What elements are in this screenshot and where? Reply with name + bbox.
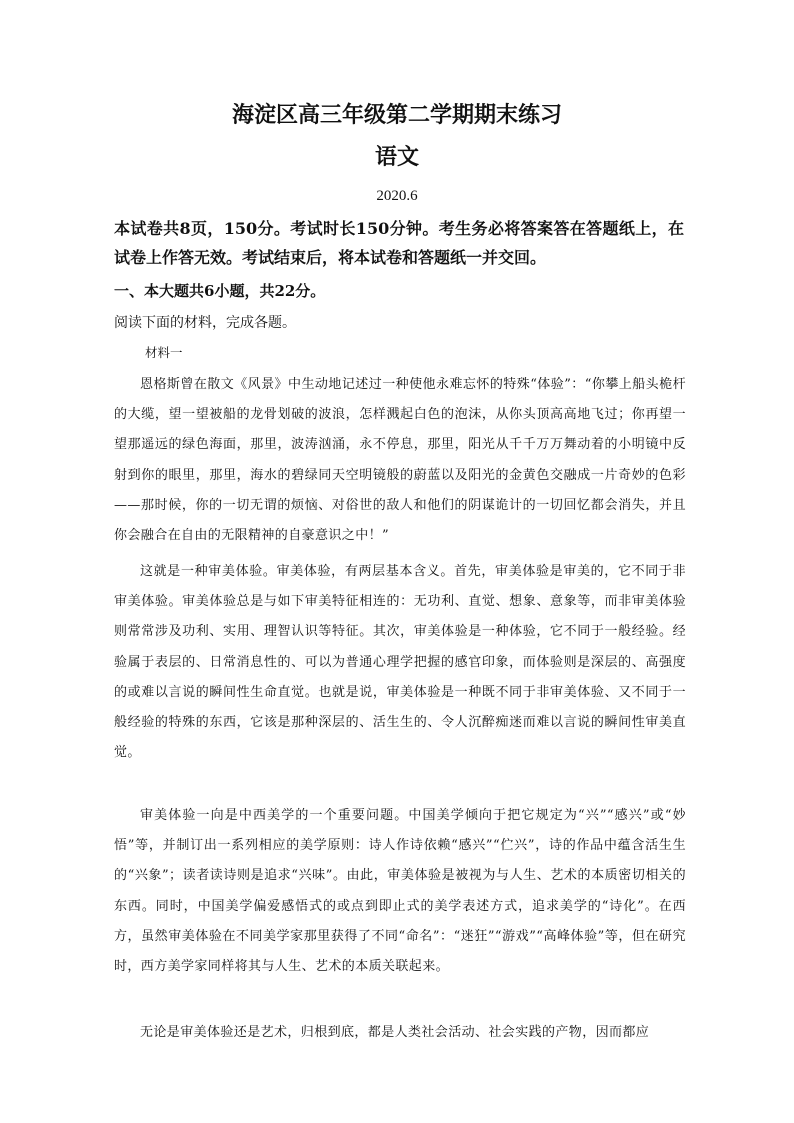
material-paragraph: 审美体验一向是中西美学的一个重要问题。中国美学倾向于把它规定为“兴”“感兴”或“妙悟”等，并制订出一系列相应的美学原则：诗人作诗依赖“感兴”“伫兴”，诗的作品中蕴含活生生的“兴象”；读者读诗则是追求“兴味”。由此，审美体验是被视为与人生、艺术的本质密切相关的东西。同时，中国美学偏爱感悟式的或点到即止式的美学表述方式，追求美学的“诗化”。在西方，虽然审美体验在不同美学家那里获得了不同“命名”：“迷狂”“游戏”“高峰体验”等，但在研究时，西方美学家同样将其与人生、艺术的本质关联起来。 (114, 808, 686, 975)
exam-title: 海淀区高三年级第二学期期末练习 (231, 102, 562, 128)
material-paragraph: 恩格斯曾在散文《风景》中生动地记述过一种使他永难忘怀的特殊“体验”：“你攀上船头桅杆的大缆，望一望被船的龙骨划破的波浪，怎样溅起白色的泡沫，从你头顶高高地飞过；你再望一望那遥远的绿色海面，那里，波涛汹涌，永不停息，那里，阳光从千千万万舞动着的小明镜中反射到你的眼里，那里，海水的碧绿同天空明镜般的蔚蓝以及阳光的金黄色交融成一片奇妙的色彩——那时候，你的一切无谓的烦恼、对俗世的敌人和他们的阴谋诡计的一切回忆都会消失，并且你会融合在自由的无限精神的自豪意识之中！” (114, 377, 686, 544)
exam-date: 2020.6 (376, 188, 418, 204)
task-instruction: 阅读下面的材料，完成各题。 (114, 315, 296, 331)
material-label: 材料一 (145, 345, 183, 360)
material-paragraph: 这就是一种审美体验。审美体验，有两层基本含义。首先，审美体验是审美的，它不同于非审美体验。审美体验总是与如下审美特征相连的：无功利、直觉、想象、意象等，而非审美体验则常常涉及功利、实用、理智认识等特征。其次，审美体验是一种体验，它不同于一般经验。经验属于表层的、日常消息性的、可以为普通心理学把握的感官印象，而体验则是深层的、高强度的或难以言说的瞬间性生命直觉。也就是说，审美体验是一种既不同于非审美体验、又不同于一般经验的特殊的东西，它该是那种深层的、活生生的、令人沉醉痴迷而难以言说的瞬间性审美直觉。 (114, 564, 686, 761)
material-paragraph: 无论是审美体验还是艺术，归根到底，都是人类社会活动、社会实践的产物，因而都应 (140, 1025, 650, 1040)
exam-instructions: 本试卷共8页，150分。考试时长150分钟。考生务必将答案答在答题纸上，在试卷上作答无效。考试结束后，将本试卷和答题纸一并交回。 (114, 219, 684, 267)
subject-title: 语文 (374, 144, 419, 170)
section-heading: 一、本大题共6小题，共22分。 (114, 282, 326, 300)
